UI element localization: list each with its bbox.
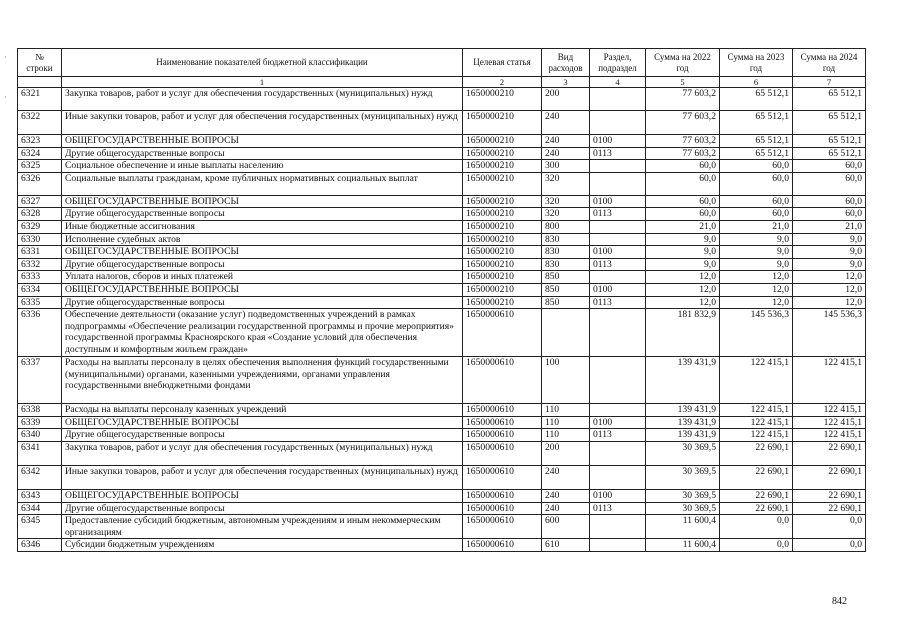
row-sum-2023: 60,0: [720, 172, 793, 195]
row-name: Другие общегосударственные вопросы: [62, 502, 463, 515]
row-sum-2022: 60,0: [646, 172, 720, 195]
row-expense-type: 600: [542, 515, 590, 539]
row-expense-type: 240: [542, 489, 590, 502]
row-section: [590, 404, 646, 417]
row-code: 6335: [18, 296, 62, 309]
row-name: Расходы на выплаты персоналу в целях обеспечения выполнения функций государственными (муниципальными) органами, казенными учреждениями, органами управления государственными внебюджетными фондами: [62, 357, 463, 404]
row-name: ОБЩЕГОСУДАРСТВЕННЫЕ ВОПРОСЫ: [62, 195, 463, 208]
row-sum-2023: 9,0: [720, 258, 793, 271]
row-expense-type: 200: [542, 441, 590, 465]
row-expense-type: 240: [542, 465, 590, 489]
row-target-article: 1650000610: [463, 429, 542, 442]
table-row: [18, 309, 866, 357]
row-sum-2023: 60,0: [720, 160, 793, 173]
row-target-article: 1650000610: [463, 489, 542, 502]
row-sum-2024: 65 512,1: [793, 111, 866, 135]
row-sum-2022: 12,0: [646, 283, 720, 296]
column-number: 2: [463, 77, 542, 88]
row-sum-2022: 77 603,2: [646, 88, 720, 111]
row-sum-2024: 0,0: [793, 539, 866, 552]
row-expense-type: 850: [542, 271, 590, 284]
row-section: [590, 271, 646, 284]
table-row: [18, 111, 866, 135]
row-expense-type: 110: [542, 404, 590, 417]
row-sum-2023: 22 690,1: [720, 489, 793, 502]
row-code: 6339: [18, 416, 62, 429]
row-name: Расходы на выплаты персоналу казенных учреждений: [62, 404, 463, 417]
row-sum-2022: 12,0: [646, 296, 720, 309]
row-target-article: 1650000610: [463, 515, 542, 539]
table-row: [18, 465, 866, 489]
table-row: [18, 357, 866, 404]
row-section: [590, 172, 646, 195]
row-name: Иные бюджетные ассигнования: [62, 220, 463, 233]
row-expense-type: 240: [542, 135, 590, 148]
header-name: Наименование показателей бюджетной классификации: [62, 49, 463, 77]
header-target: Целевая статья: [463, 49, 542, 77]
row-sum-2024: 122 415,1: [793, 357, 866, 404]
row-name: Иные закупки товаров, работ и услуг для обеспечения государственных (муниципальных) нужд: [62, 111, 463, 135]
row-sum-2024: 12,0: [793, 283, 866, 296]
row-name: Социальные выплаты гражданам, кроме публичных нормативных социальных выплат: [62, 172, 463, 195]
row-section: [590, 111, 646, 135]
column-number: 3: [542, 77, 590, 88]
row-target-article: 1650000210: [463, 246, 542, 259]
row-sum-2022: 21,0: [646, 220, 720, 233]
row-target-article: 1650000210: [463, 195, 542, 208]
row-sum-2024: 60,0: [793, 208, 866, 221]
table-row: [18, 404, 866, 417]
row-sum-2022: 139 431,9: [646, 429, 720, 442]
row-expense-type: 850: [542, 296, 590, 309]
table-row: [18, 283, 866, 296]
table-row: [18, 135, 866, 148]
row-section: 0100: [590, 416, 646, 429]
row-target-article: 1650000610: [463, 404, 542, 417]
row-sum-2024: 22 690,1: [793, 465, 866, 489]
margin-mark: ·: [4, 92, 7, 102]
row-name: Обеспечение деятельности (оказание услуг) подведомственных учреждений в рамках подпрограммы «Обеспечение реализации государственной программы и прочие мероприятия» государственной программы Красноярского края «Создание условий для обеспечения доступным и комфортным жильем граждан»: [62, 309, 463, 357]
row-sum-2024: 122 415,1: [793, 416, 866, 429]
row-sum-2024: 60,0: [793, 160, 866, 173]
row-code: 6331: [18, 246, 62, 259]
row-sum-2022: 12,0: [646, 271, 720, 284]
row-expense-type: 610: [542, 539, 590, 552]
row-expense-type: 830: [542, 246, 590, 259]
row-expense-type: 320: [542, 172, 590, 195]
column-number: 1: [62, 77, 463, 88]
table-row: [18, 88, 866, 111]
row-section: [590, 233, 646, 246]
row-target-article: 1650000210: [463, 271, 542, 284]
row-code: 6346: [18, 539, 62, 552]
row-code: 6325: [18, 160, 62, 173]
row-sum-2023: 145 536,3: [720, 309, 793, 357]
row-name: Закупка товаров, работ и услуг для обеспечения государственных (муниципальных) нужд: [62, 88, 463, 111]
row-target-article: 1650000210: [463, 172, 542, 195]
row-name: Предоставление субсидий бюджетным, автономным учреждениям и иным некоммерческим организациям: [62, 515, 463, 539]
row-sum-2023: 122 415,1: [720, 416, 793, 429]
row-expense-type: 850: [542, 283, 590, 296]
row-sum-2024: 9,0: [793, 258, 866, 271]
row-target-article: 1650000610: [463, 357, 542, 404]
row-target-article: 1650000610: [463, 441, 542, 465]
table-row: [18, 296, 866, 309]
row-section: 0113: [590, 296, 646, 309]
row-sum-2022: 30 369,5: [646, 502, 720, 515]
row-code: 6328: [18, 208, 62, 221]
row-expense-type: 110: [542, 429, 590, 442]
row-section: [590, 88, 646, 111]
table-row: [18, 160, 866, 173]
row-code: 6329: [18, 220, 62, 233]
table-row: [18, 539, 866, 552]
row-name: Другие общегосударственные вопросы: [62, 296, 463, 309]
row-name: Субсидии бюджетным учреждениям: [62, 539, 463, 552]
row-target-article: 1650000210: [463, 296, 542, 309]
header-row-no: № строки: [18, 49, 62, 77]
row-name: Иные закупки товаров, работ и услуг для обеспечения государственных (муниципальных) нужд: [62, 465, 463, 489]
row-name: Закупка товаров, работ и услуг для обеспечения государственных (муниципальных) нужд: [62, 441, 463, 465]
row-code: 6338: [18, 404, 62, 417]
row-target-article: 1650000210: [463, 135, 542, 148]
row-sum-2023: 122 415,1: [720, 357, 793, 404]
row-section: [590, 357, 646, 404]
row-target-article: 1650000610: [463, 309, 542, 357]
row-target-article: 1650000210: [463, 220, 542, 233]
column-number: 4: [590, 77, 646, 88]
row-code: 6326: [18, 172, 62, 195]
row-sum-2023: 65 512,1: [720, 88, 793, 111]
table-row: [18, 258, 866, 271]
row-name: Другие общегосударственные вопросы: [62, 147, 463, 160]
row-sum-2023: 65 512,1: [720, 147, 793, 160]
table-row: [18, 441, 866, 465]
row-section: 0113: [590, 258, 646, 271]
column-number: 5: [646, 77, 720, 88]
row-sum-2023: 60,0: [720, 208, 793, 221]
row-sum-2023: 22 690,1: [720, 465, 793, 489]
row-target-article: 1650000610: [463, 465, 542, 489]
row-code: 6341: [18, 441, 62, 465]
row-sum-2022: 181 832,9: [646, 309, 720, 357]
column-number-row: [18, 77, 866, 88]
row-sum-2024: 122 415,1: [793, 404, 866, 417]
row-sum-2022: 77 603,2: [646, 135, 720, 148]
page-number: 842: [832, 596, 847, 607]
row-section: [590, 539, 646, 552]
row-target-article: 1650000610: [463, 539, 542, 552]
row-sum-2023: 122 415,1: [720, 404, 793, 417]
row-expense-type: 320: [542, 208, 590, 221]
row-code: 6327: [18, 195, 62, 208]
row-name: ОБЩЕГОСУДАРСТВЕННЫЕ ВОПРОСЫ: [62, 246, 463, 259]
row-sum-2024: 21,0: [793, 220, 866, 233]
row-expense-type: 300: [542, 160, 590, 173]
row-expense-type: 240: [542, 111, 590, 135]
row-target-article: 1650000210: [463, 233, 542, 246]
row-section: 0113: [590, 429, 646, 442]
header-section: Раздел, подраздел: [590, 49, 646, 77]
row-target-article: 1650000210: [463, 88, 542, 111]
row-expense-type: 200: [542, 88, 590, 111]
row-sum-2023: 12,0: [720, 296, 793, 309]
table-row: [18, 233, 866, 246]
row-sum-2024: 65 512,1: [793, 135, 866, 148]
row-target-article: 1650000610: [463, 502, 542, 515]
row-sum-2023: 22 690,1: [720, 502, 793, 515]
header-expense-type: Вид расходов: [542, 49, 590, 77]
row-sum-2024: 65 512,1: [793, 147, 866, 160]
row-code: 6333: [18, 271, 62, 284]
row-section: 0100: [590, 246, 646, 259]
row-sum-2022: 9,0: [646, 233, 720, 246]
row-code: 6334: [18, 283, 62, 296]
row-target-article: 1650000210: [463, 111, 542, 135]
row-sum-2022: 77 603,2: [646, 111, 720, 135]
row-sum-2023: 65 512,1: [720, 111, 793, 135]
row-name: ОБЩЕГОСУДАРСТВЕННЫЕ ВОПРОСЫ: [62, 135, 463, 148]
row-sum-2022: 11 600,4: [646, 539, 720, 552]
row-expense-type: 830: [542, 258, 590, 271]
row-code: 6322: [18, 111, 62, 135]
row-expense-type: 320: [542, 195, 590, 208]
row-expense-type: 800: [542, 220, 590, 233]
row-target-article: 1650000610: [463, 416, 542, 429]
row-section: 0113: [590, 208, 646, 221]
row-sum-2023: 9,0: [720, 246, 793, 259]
row-target-article: 1650000210: [463, 208, 542, 221]
table-row: [18, 147, 866, 160]
row-sum-2022: 139 431,9: [646, 357, 720, 404]
row-section: 0100: [590, 195, 646, 208]
row-code: 6337: [18, 357, 62, 404]
row-sum-2022: 139 431,9: [646, 404, 720, 417]
row-sum-2023: 12,0: [720, 283, 793, 296]
row-section: [590, 220, 646, 233]
row-expense-type: 240: [542, 147, 590, 160]
table-body: [18, 88, 866, 552]
row-sum-2024: 22 690,1: [793, 502, 866, 515]
header-sum-2024: Сумма на 2024 год: [793, 49, 866, 77]
row-sum-2023: 65 512,1: [720, 135, 793, 148]
column-number: 7: [793, 77, 866, 88]
table-row: [18, 208, 866, 221]
table-row: [18, 172, 866, 195]
header-sum-2022: Сумма на 2022 год: [646, 49, 720, 77]
row-code: 6345: [18, 515, 62, 539]
row-sum-2022: 60,0: [646, 208, 720, 221]
row-sum-2022: 9,0: [646, 258, 720, 271]
row-section: [590, 441, 646, 465]
row-expense-type: 830: [542, 233, 590, 246]
row-sum-2022: 30 369,5: [646, 465, 720, 489]
row-sum-2023: 0,0: [720, 539, 793, 552]
table-row: [18, 271, 866, 284]
column-number: 6: [720, 77, 793, 88]
row-name: ОБЩЕГОСУДАРСТВЕННЫЕ ВОПРОСЫ: [62, 416, 463, 429]
row-sum-2023: 60,0: [720, 195, 793, 208]
header-row: [18, 49, 866, 77]
table-row: [18, 489, 866, 502]
row-section: 0100: [590, 283, 646, 296]
row-sum-2022: 30 369,5: [646, 489, 720, 502]
row-sum-2024: 12,0: [793, 271, 866, 284]
row-sum-2023: 9,0: [720, 233, 793, 246]
row-sum-2024: 9,0: [793, 233, 866, 246]
table-row: [18, 502, 866, 515]
row-sum-2024: 22 690,1: [793, 441, 866, 465]
row-sum-2023: 21,0: [720, 220, 793, 233]
row-sum-2022: 77 603,2: [646, 147, 720, 160]
row-section: [590, 160, 646, 173]
row-sum-2022: 60,0: [646, 160, 720, 173]
header-sum-2023: Сумма на 2023 год: [720, 49, 793, 77]
row-sum-2022: 11 600,4: [646, 515, 720, 539]
row-sum-2023: 122 415,1: [720, 429, 793, 442]
row-code: 6336: [18, 309, 62, 357]
row-code: 6332: [18, 258, 62, 271]
row-sum-2024: 22 690,1: [793, 489, 866, 502]
row-sum-2023: 22 690,1: [720, 441, 793, 465]
row-code: 6321: [18, 88, 62, 111]
row-sum-2022: 60,0: [646, 195, 720, 208]
row-name: Другие общегосударственные вопросы: [62, 258, 463, 271]
row-name: Уплата налогов, сборов и иных платежей: [62, 271, 463, 284]
row-code: 6330: [18, 233, 62, 246]
row-sum-2024: 65 512,1: [793, 88, 866, 111]
row-sum-2024: 60,0: [793, 195, 866, 208]
row-name: Исполнение судебных актов: [62, 233, 463, 246]
column-number-blank: [18, 77, 62, 88]
row-name: Социальное обеспечение и иные выплаты населению: [62, 160, 463, 173]
table-row: [18, 429, 866, 442]
row-sum-2024: 145 536,3: [793, 309, 866, 357]
row-code: 6323: [18, 135, 62, 148]
table-row: [18, 515, 866, 539]
row-target-article: 1650000210: [463, 258, 542, 271]
row-code: 6340: [18, 429, 62, 442]
row-sum-2022: 139 431,9: [646, 416, 720, 429]
row-code: 6324: [18, 147, 62, 160]
row-expense-type: 110: [542, 416, 590, 429]
row-section: [590, 309, 646, 357]
row-section: [590, 465, 646, 489]
row-expense-type: 240: [542, 502, 590, 515]
row-target-article: 1650000210: [463, 147, 542, 160]
row-sum-2024: 12,0: [793, 296, 866, 309]
row-section: 0113: [590, 502, 646, 515]
row-section: 0113: [590, 147, 646, 160]
table-row: [18, 246, 866, 259]
row-section: [590, 515, 646, 539]
row-name: ОБЩЕГОСУДАРСТВЕННЫЕ ВОПРОСЫ: [62, 283, 463, 296]
row-name: ОБЩЕГОСУДАРСТВЕННЫЕ ВОПРОСЫ: [62, 489, 463, 502]
row-sum-2024: 122 415,1: [793, 429, 866, 442]
row-sum-2024: 9,0: [793, 246, 866, 259]
row-sum-2024: 0,0: [793, 515, 866, 539]
row-code: 6343: [18, 489, 62, 502]
row-sum-2022: 30 369,5: [646, 441, 720, 465]
row-code: 6342: [18, 465, 62, 489]
row-section: 0100: [590, 489, 646, 502]
budget-table: [17, 48, 866, 552]
row-expense-type: [542, 309, 590, 357]
row-target-article: 1650000210: [463, 283, 542, 296]
row-section: 0100: [590, 135, 646, 148]
margin-mark: ·: [4, 52, 7, 62]
table-row: [18, 195, 866, 208]
row-sum-2023: 0,0: [720, 515, 793, 539]
row-code: 6344: [18, 502, 62, 515]
row-sum-2024: 60,0: [793, 172, 866, 195]
row-target-article: 1650000210: [463, 160, 542, 173]
row-expense-type: 100: [542, 357, 590, 404]
row-name: Другие общегосударственные вопросы: [62, 208, 463, 221]
table-row: [18, 416, 866, 429]
row-sum-2022: 9,0: [646, 246, 720, 259]
table-row: [18, 220, 866, 233]
row-sum-2023: 12,0: [720, 271, 793, 284]
row-name: Другие общегосударственные вопросы: [62, 429, 463, 442]
